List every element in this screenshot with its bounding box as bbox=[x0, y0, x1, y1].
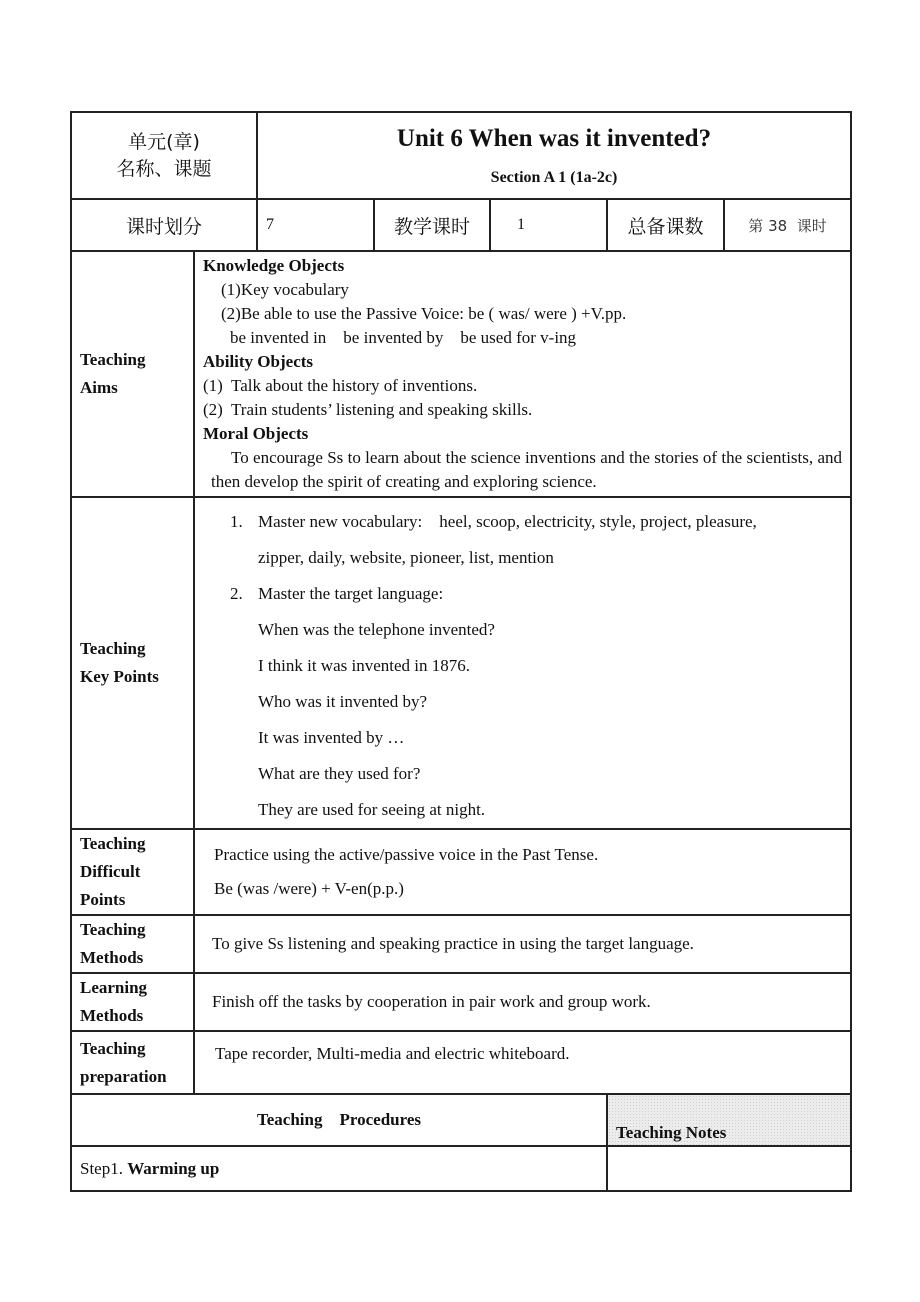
target-sentence: When was the telephone invented? bbox=[258, 620, 495, 639]
preparation-label-line2: preparation bbox=[80, 1066, 167, 1086]
learning-methods-label bbox=[71, 973, 194, 1031]
step-1-title: Warming up bbox=[127, 1158, 220, 1178]
difficult-points-label-line2: Difficult bbox=[80, 862, 141, 881]
teaching-methods-text: To give Ss listening and speaking practice in using the target language. bbox=[194, 915, 851, 973]
knowledge-item: (2)Be able to use the Passive Voice: be ( was/ were ) +V.pp. bbox=[221, 304, 627, 323]
key-points-label-line1: Teaching bbox=[80, 639, 146, 658]
period-division-label: 课时划分 bbox=[71, 199, 257, 251]
moral-heading: Moral Objects bbox=[203, 424, 309, 443]
key-point-text: Master new vocabulary: heel, scoop, electricity, style, project, pleasure, bbox=[258, 512, 757, 531]
target-sentence: It was invented by … bbox=[258, 728, 405, 747]
teaching-methods-label-line2: Methods bbox=[80, 948, 144, 967]
key-point-num: 2. bbox=[230, 584, 243, 603]
step-1-cell bbox=[71, 1146, 607, 1191]
teaching-methods-label bbox=[71, 915, 194, 973]
key-point-num: 1. bbox=[230, 512, 243, 531]
key-points-label-line2: Key Points bbox=[80, 667, 159, 686]
target-sentence: They are used for seeing at night. bbox=[258, 800, 486, 819]
ability-item: (2) Train students’ listening and speaking skills. bbox=[203, 400, 533, 419]
lesson-plan-sheet bbox=[70, 111, 850, 1192]
step-1-notes bbox=[607, 1146, 851, 1191]
teaching-methods-label-line1: Teaching bbox=[80, 920, 146, 939]
teaching-period-label: 教学课时 bbox=[374, 199, 490, 251]
target-sentence: What are they used for? bbox=[258, 764, 421, 783]
ability-heading: Ability Objects bbox=[203, 352, 314, 371]
knowledge-heading: Knowledge Objects bbox=[203, 256, 345, 275]
lesson-title: Unit 6 When was it invented? bbox=[396, 125, 712, 152]
key-points-content bbox=[194, 497, 851, 829]
target-sentence: I think it was invented in 1876. bbox=[258, 656, 471, 675]
learning-methods-label-line2: Methods bbox=[80, 1006, 144, 1025]
teaching-notes-header: Teaching Notes bbox=[607, 1094, 851, 1146]
procedures-header: Teaching Procedures bbox=[71, 1094, 607, 1146]
preparation-label-line1: Teaching bbox=[80, 1038, 146, 1058]
preparation-text: Tape recorder, Multi-media and electric whiteboard. bbox=[194, 1031, 851, 1094]
moral-text: To encourage Ss to learn about the science inventions and the stories of the scientists, and then develop the spirit of creating and exploring science. bbox=[211, 448, 842, 491]
unit-label-line2: 名称、课题 bbox=[116, 157, 212, 180]
teaching-aims-label-line1: Teaching bbox=[80, 350, 146, 369]
key-point-item-2 bbox=[195, 576, 850, 612]
teaching-period-value: 1 bbox=[490, 199, 607, 251]
step-1-prefix: Step1. bbox=[80, 1158, 128, 1178]
unit-label-line1: 单元(章) bbox=[128, 130, 200, 153]
ability-item: (1) Talk about the history of inventions. bbox=[203, 376, 478, 395]
difficult-points-content bbox=[194, 829, 851, 915]
preparation-label bbox=[71, 1031, 194, 1094]
knowledge-item: (1)Key vocabulary bbox=[221, 280, 349, 299]
lesson-subtitle: Section A 1 (1a-2c) bbox=[490, 169, 618, 186]
target-sentence: Who was it invented by? bbox=[258, 692, 428, 711]
key-points-label bbox=[71, 497, 194, 829]
difficult-points-label bbox=[71, 829, 194, 915]
teaching-aims-label-line2: Aims bbox=[80, 378, 118, 397]
learning-methods-label-line1: Learning bbox=[80, 978, 148, 997]
key-point-item-1 bbox=[195, 504, 850, 540]
key-point-item-1-cont: zipper, daily, website, pioneer, list, mention bbox=[258, 548, 554, 567]
total-lessons-value: 第 38 课时 bbox=[724, 199, 851, 251]
learning-methods-text: Finish off the tasks by cooperation in pair work and group work. bbox=[194, 973, 851, 1031]
difficult-point-line: Be (was /were) + V-en(p.p.) bbox=[214, 879, 404, 898]
title-cell bbox=[257, 112, 851, 199]
teaching-aims-label bbox=[71, 251, 194, 497]
body-table bbox=[70, 250, 852, 1192]
knowledge-item: be invented in be invented by be used for v-ing bbox=[230, 328, 577, 347]
period-division-value: 7 bbox=[257, 199, 374, 251]
difficult-points-label-line1: Teaching bbox=[80, 834, 146, 853]
total-lessons-label: 总备课数 bbox=[607, 199, 724, 251]
difficult-point-line: Practice using the active/passive voice in the Past Tense. bbox=[214, 845, 599, 864]
unit-label-cell bbox=[71, 112, 257, 199]
teaching-aims-content bbox=[194, 251, 851, 497]
key-point-text: Master the target language: bbox=[258, 584, 444, 603]
header-table bbox=[70, 111, 852, 252]
difficult-points-label-line3: Points bbox=[80, 890, 126, 909]
